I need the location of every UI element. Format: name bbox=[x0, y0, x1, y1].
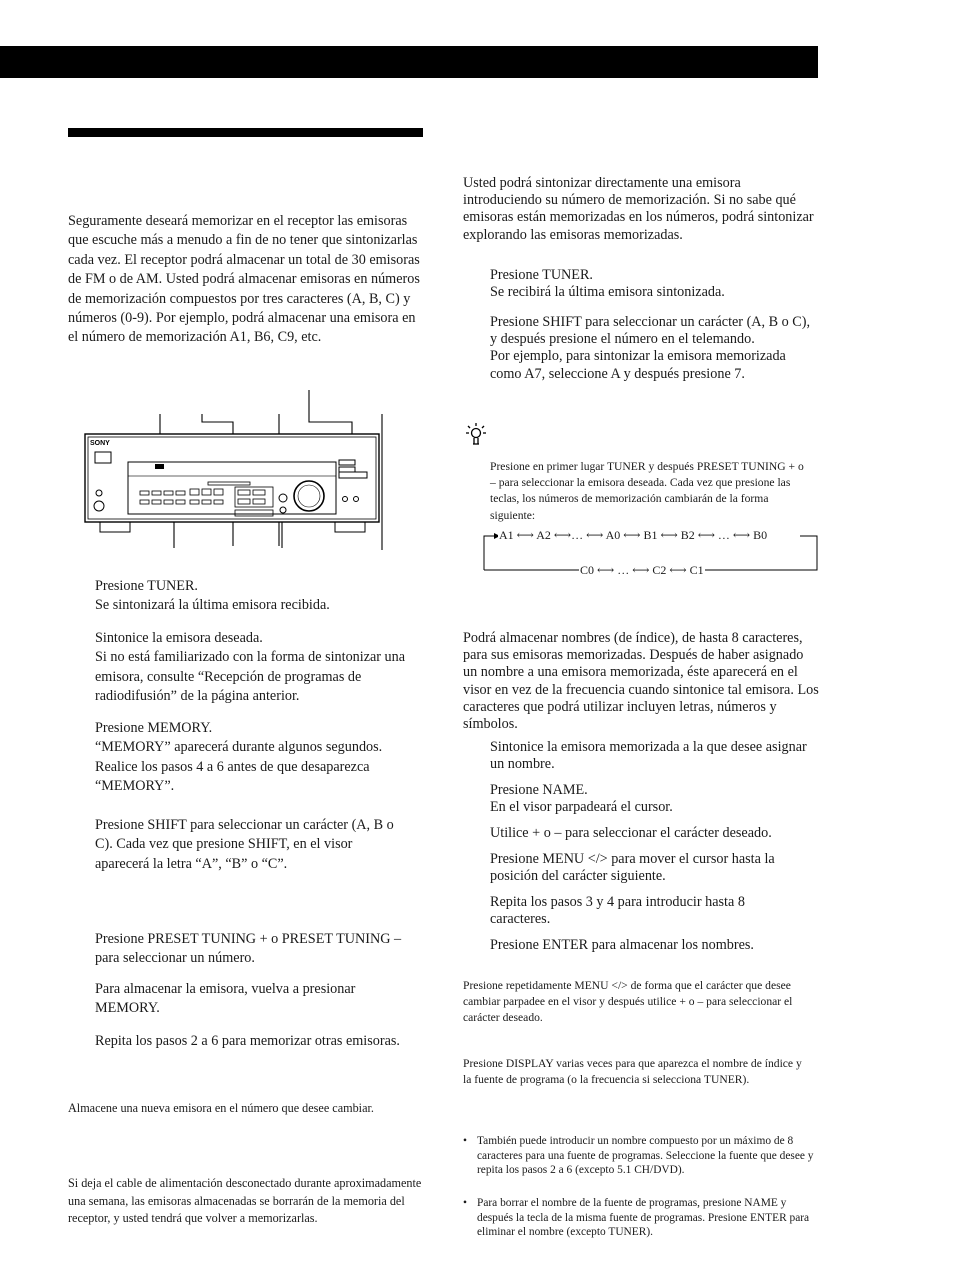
names-step4: Presione MENU </> para mover el cursor hasta la posición del carácter siguiente. bbox=[490, 851, 775, 885]
left-step5: Presione PRESET TUNING + o PRESET TUNING – para seleccionar un número. bbox=[95, 931, 402, 967]
bullet-source-name bbox=[463, 1134, 819, 1178]
section-rule bbox=[68, 128, 423, 137]
left-step1-a: Presione TUNER. bbox=[95, 578, 198, 594]
bullet-erase-name bbox=[463, 1196, 819, 1240]
bullet-mark: • bbox=[463, 1135, 467, 1147]
note-change-name: Presione repetidamente MENU </> de forma que el carácter que desee cambiar parpadee en el visor y después utilice + o – para seleccionar el carácter deseado. bbox=[463, 979, 793, 1025]
names-step5: Repita los pasos 3 y 4 para introducir hasta 8 caracteres. bbox=[490, 894, 745, 928]
tip-text: Presione en primer lugar TUNER y después PRESET TUNING + o – para seleccionar la emisora deseada. Cada vez que presione las teclas, los números de memorización cambiarán de la forma siguiente: bbox=[490, 460, 804, 522]
right-step2: Presione SHIFT para seleccionar un carácter (A, B o C), y después presione el número en el telemando. Por ejemplo, para sintonizar la emisora memorizada como A7, seleccione A y después presione 7. bbox=[490, 314, 811, 382]
names-step3: Utilice + o – para seleccionar el carácter deseado. bbox=[490, 825, 772, 841]
receiver-illustration bbox=[80, 388, 390, 550]
left-step7: Repita los pasos 2 a 6 para memorizar otras emisoras. bbox=[95, 1033, 400, 1049]
bullet-mark: • bbox=[463, 1197, 467, 1209]
left-step2: Sintonice la emisora deseada. Si no está familiarizado con la forma de sintonizar una emisora, consulte “Recepción de programas de radiodifusión” de la página anterior. bbox=[95, 630, 406, 705]
left-step4: Presione SHIFT para seleccionar un carácter (A, B o C). Cada vez que presione SHIFT, en el visor aparecerá la letra “A”, “B” o “C”. bbox=[95, 817, 394, 872]
names-intro: Podrá almacenar nombres (de índice), de hasta 8 caracteres, para sus emisoras memorizadas. Después de haber asignado un nombre a una emisora memorizada, éste aparecerá en el visor en vez de la frecuencia cuando sintonice tal emisora. Los caracteres que podrá utilizar incluyen letras, números y símbolos. bbox=[463, 630, 819, 733]
left-step1-b: Se sintonizará la última emisora recibida. bbox=[95, 597, 330, 613]
tip-bulb-icon bbox=[465, 422, 487, 448]
sequence-bottom: C0 ⟷ … ⟷ C2 ⟷ C1 bbox=[580, 563, 704, 577]
left-step3: Presione MEMORY. “MEMORY” aparecerá durante algunos segundos. Realice los pasos 4 a 6 antes de que desaparezca “MEMORY”. bbox=[95, 720, 383, 795]
bullet-text: También puede introducir un nombre compuesto por un máximo de 8 caracteres para una fuente de programas. Seleccione la fuente que desee y repita los pasos 2 a 6 (excepto 5.1 CH/DVD). bbox=[477, 1135, 814, 1177]
right-intro: Usted podrá sintonizar directamente una emisora introduciendo su número de memorización. Si no sabe qué emisoras están memorizadas en los números, podrá sintonizar explorando las emisoras memorizadas. bbox=[463, 175, 814, 243]
header-bar bbox=[0, 46, 818, 78]
right-step1: Presione TUNER. Se recibirá la última emisora sintonizada. bbox=[490, 267, 725, 301]
names-step6: Presione ENTER para almacenar los nombres. bbox=[490, 937, 754, 953]
names-step2: Presione NAME. En el visor parpadeará el cursor. bbox=[490, 782, 673, 816]
left-note-memory: Si deja el cable de alimentación desconectado durante aproximadamente una semana, las emisoras almacenadas se borrarán de la memoria del receptor, y usted tendrá que volver a memorizarlas. bbox=[68, 1176, 422, 1225]
brand-logo: SONY bbox=[90, 440, 110, 447]
left-step6: Para almacenar la emisora, vuelva a presionar MEMORY. bbox=[95, 981, 356, 1017]
note-display: Presione DISPLAY varias veces para que aparezca el nombre de índice y la fuente de programa (o la frecuencia si selecciona TUNER). bbox=[463, 1057, 802, 1087]
left-intro: Seguramente deseará memorizar en el receptor las emisoras que escuche más a menudo a fin de no tener que sintonizarlas cada vez. El receptor podrá almacenar un total de 30 emisoras de FM o de AM. Usted podrá almacenar emisoras en números de memorización compuestos por tres caracteres (A, B, C) y números (0-9). Por ejemplo, podrá almacenar una emisora en el número de memorización A1, B6, C9, etc. bbox=[68, 213, 420, 346]
bullet-text: Para borrar el nombre de la fuente de programas, presione NAME y después la tecla de la misma fuente de programas. Presione ENTER para eliminar el nombre (excepto TUNER). bbox=[477, 1197, 810, 1239]
names-step1: Sintonice la emisora memorizada a la que desee asignar un nombre. bbox=[490, 739, 807, 773]
left-note-change: Almacene una nueva emisora en el número que desee cambiar. bbox=[68, 1101, 374, 1115]
sequence-top: A1 ⟷ A2 ⟷… ⟷ A0 ⟷ B1 ⟷ B2 ⟷ … ⟷ B0 bbox=[499, 528, 768, 542]
